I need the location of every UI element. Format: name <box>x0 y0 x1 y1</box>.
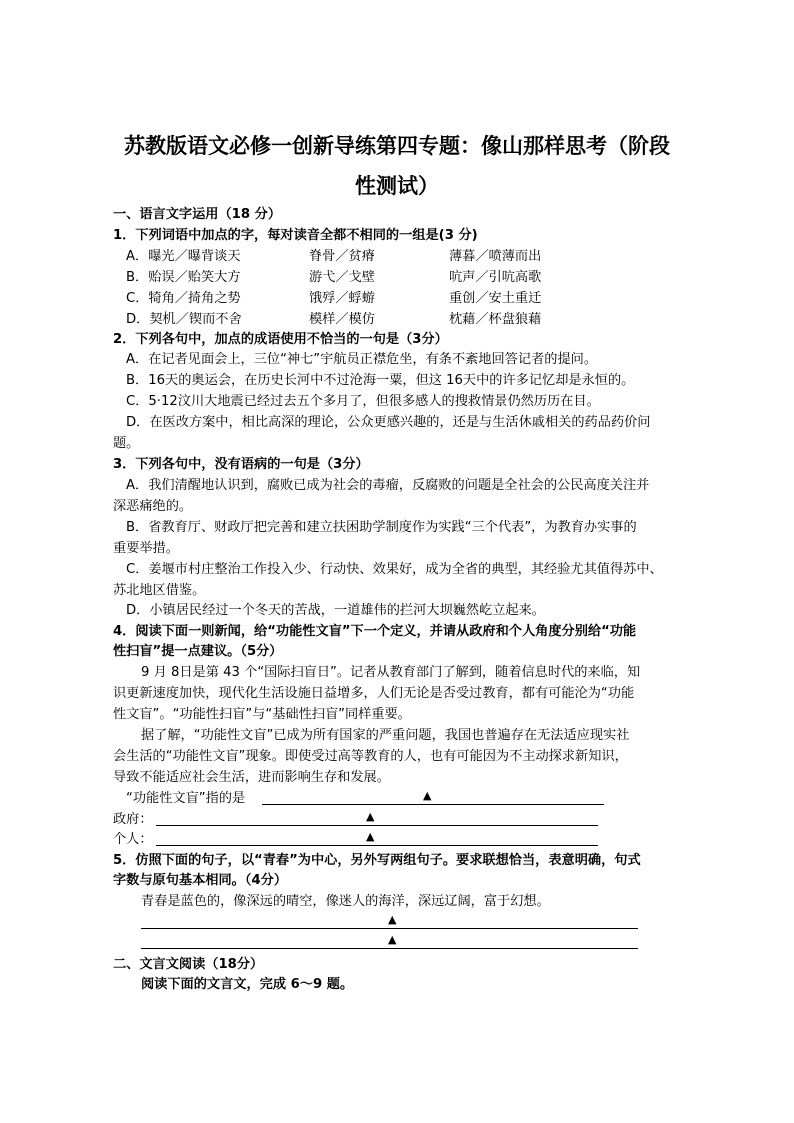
question-4-stem: 4．阅读下面一则新闻，给“功能性文盲”下一个定义，并请从政府和个人角度分别给“功能 <box>113 624 637 639</box>
question-3-option-b-cont: 重要举措。 <box>113 541 179 556</box>
news-paragraph-2-line-2: 会生活的“功能性文盲”现象。即使受过高等教育的人，也有可能因为不主动探求新知识， <box>113 749 628 764</box>
question-2-option-c: C．5·12汶川大地震已经过去五个多月了，但很多感人的搜救情景仍然历历在目。 <box>126 394 600 409</box>
answer-line-youth-2[interactable] <box>141 948 638 949</box>
answer-marker-triangle: ▲ <box>366 810 375 823</box>
page-title <box>100 126 694 206</box>
title-line-2: 性测试） <box>355 174 439 198</box>
question-2-option-a: A．在记者见面会上，三位“神七”宇航员正襟危坐，有条不紊地回答记者的提问。 <box>126 352 598 367</box>
section-2-intro: 阅读下面的文言文，完成 6～9 题。 <box>141 977 354 992</box>
question-2-option-d-cont: 题。 <box>113 436 140 451</box>
answer-line-definition[interactable] <box>262 804 604 805</box>
option-a-col-3: 薄暮／喷薄而出 <box>449 249 542 264</box>
news-paragraph-1-line-1: 9 月 8日是第 43 个“国际扫盲日”。记者从教育部门了解到，随着信息时代的来临，知 <box>141 665 641 680</box>
question-3-option-a-cont: 深恶痛绝的。 <box>113 499 193 514</box>
option-b-col-1: B．贻误／贻笑大方 <box>126 270 241 285</box>
question-5-sample-sentence: 青春是蓝色的，像深远的晴空，像迷人的海洋，深远辽阔，富于幻想。 <box>141 894 550 909</box>
question-1-stem: 1．下列词语中加点的字，每对读音全都不相同的一组是(3 分) <box>113 228 478 243</box>
news-paragraph-1-line-2: 识更新速度加快，现代化生活设施日益增多，人们无论是否受过教育，都有可能沦为“功能 <box>113 686 635 701</box>
option-b-col-3: 吭声／引吭高歌 <box>449 270 542 285</box>
news-paragraph-2-line-3: 导致不能适应社会生活，进而影响生存和发展。 <box>113 770 390 785</box>
question-3-option-b: B．省教育厅、财政厅把完善和建立扶困助学制度作为实践“三个代表”，为教育办实事的 <box>126 520 637 535</box>
answer-marker-triangle: ▲ <box>388 933 397 946</box>
answer-label-definition: “功能性文盲”指的是 <box>126 791 246 806</box>
option-b-col-2: 游弋／戈壁 <box>309 270 375 285</box>
option-c-col-1: C．犄角／掎角之势 <box>126 291 241 306</box>
question-3-stem: 3．下列各句中，没有语病的一句是（3分） <box>113 457 369 472</box>
option-c-col-2: 饿殍／蜉蝣 <box>309 291 375 306</box>
question-4-stem-cont: 性扫盲”提一点建议。（5分） <box>113 644 283 659</box>
option-d-col-1: D．契机／锲而不舍 <box>126 312 242 327</box>
answer-line-individual[interactable] <box>156 845 598 846</box>
answer-line-government[interactable] <box>156 825 598 826</box>
option-d-col-2: 模样／模仿 <box>309 312 375 327</box>
answer-label-individual: 个人： <box>113 832 153 847</box>
option-c-col-3: 重创／安土重迁 <box>449 291 542 306</box>
title-line-1: 苏教版语文必修一创新导练第四专题：像山那样思考（阶段 <box>124 134 670 158</box>
answer-line-youth-1[interactable] <box>141 928 638 929</box>
question-2-option-b: B．16天的奥运会，在历史长河中不过沧海一粟，但这 16天中的许多记忆却是永恒的。 <box>126 373 635 388</box>
question-5-stem: 5．仿照下面的句子，以“青春”为中心，另外写两组句子。要求联想恰当，表意明确，句式 <box>113 853 641 868</box>
question-3-option-c: C．姜堰市村庄整治工作投入少、行动快、效果好，成为全省的典型，其经验尤其值得苏中、 <box>126 562 663 577</box>
answer-marker-triangle: ▲ <box>423 789 432 802</box>
question-3-option-d: D．小镇居民经过一个冬天的苦战，一道雄伟的拦河大坝巍然屹立起来。 <box>126 603 545 618</box>
news-paragraph-2-line-1: 据了解，“功能性文盲”已成为所有国家的严重问题，我国也普遍存在无法适应现实社 <box>141 728 630 743</box>
question-3-option-c-cont: 苏北地区借鉴。 <box>113 583 206 598</box>
news-paragraph-1-line-3: 性文盲”。“功能性扫盲”与“基础性扫盲”同样重要。 <box>113 707 411 722</box>
section-2-heading: 二、文言文阅读（18分） <box>113 957 264 972</box>
answer-label-government: 政府： <box>113 812 153 827</box>
option-a-col-2: 脊骨／贫瘠 <box>309 249 375 264</box>
option-d-col-3: 枕藉／杯盘狼藉 <box>449 312 542 327</box>
section-1-heading: 一、语言文字运用（18 分） <box>113 207 282 222</box>
question-2-option-d: D．在医改方案中，相比高深的理论，公众更感兴趣的，还是与生活休戚相关的药品药价问 <box>126 415 651 430</box>
question-5-stem-cont: 字数与原句基本相同。（4分） <box>113 873 288 888</box>
question-3-option-a: A．我们清醒地认识到，腐败已成为社会的毒瘤，反腐败的问题是全社会的公民高度关注并 <box>126 478 650 493</box>
question-2-stem: 2．下列各句中，加点的成语使用不恰当的一句是（3分） <box>113 332 448 347</box>
option-a-col-1: A．曝光／曝背谈天 <box>126 249 241 264</box>
answer-marker-triangle: ▲ <box>388 913 397 926</box>
answer-marker-triangle: ▲ <box>366 830 375 843</box>
